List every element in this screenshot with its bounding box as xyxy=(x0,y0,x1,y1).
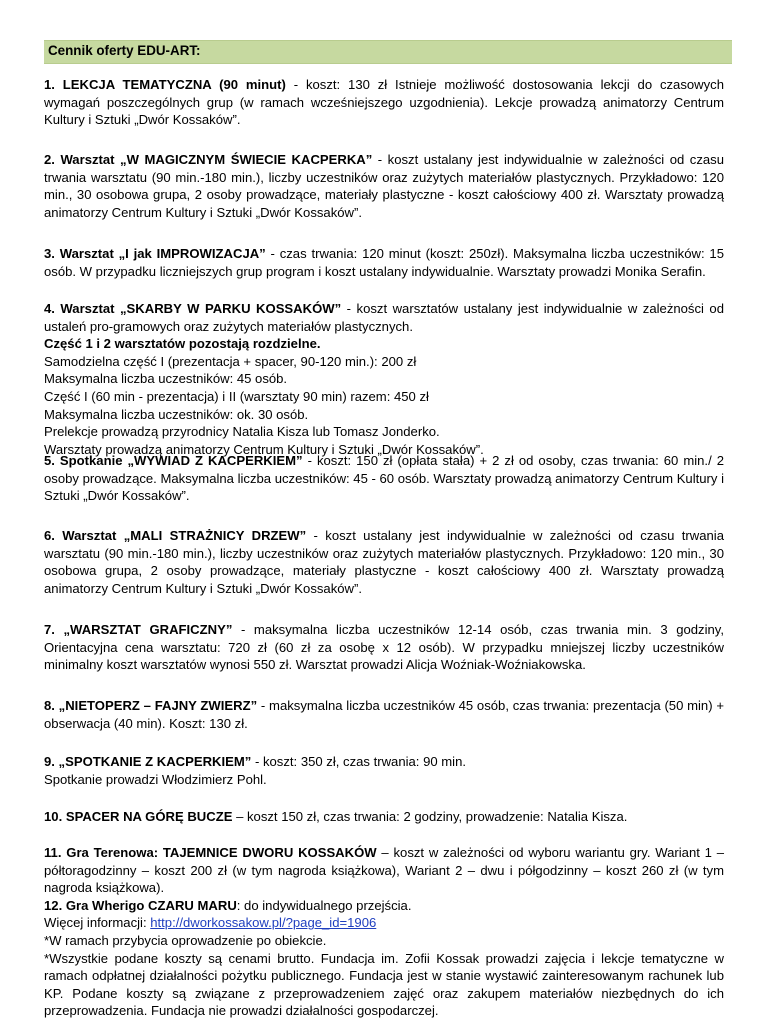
section-12-title: 12. Gra Wherigo CZARU MARU xyxy=(44,897,237,913)
section-10-text: – koszt 150 zł, czas trwania: 2 godziny, prowadzenie: Natalia Kisza. xyxy=(232,809,628,824)
section-11 xyxy=(44,844,724,897)
section-3-title: 3. Warsztat „I jak IMPROWIZACJA” xyxy=(44,246,266,261)
section-4-line: Prelekcje prowadzą przyrodnicy Natalia Kisza lub Tomasz Jonderko. xyxy=(44,424,440,440)
section-4-title: 4. Warsztat „SKARBY W PARKU KOSSAKÓW” xyxy=(44,301,342,316)
section-4-line: Maksymalna liczba uczestników: 45 osób. xyxy=(44,371,288,387)
section-4 xyxy=(44,300,724,458)
section-4-text: - koszt warsztatów ustalany jest indywidualnie w zależności od ustaleń pro-gramowych oraz zużytych materiałów plastycznych. xyxy=(44,301,724,334)
section-4-line: Maksymalna liczba uczestników: ok. 30 osób. xyxy=(44,406,309,422)
section-5 xyxy=(44,452,724,505)
section-2 xyxy=(44,151,724,221)
more-info xyxy=(44,914,724,932)
section-4-line: Część I (60 min - prezentacja) i II (warsztaty 90 min) razem: 450 zł xyxy=(44,388,429,404)
section-5-title: 5. Spotkanie „WYWIAD Z KACPERKIEM” xyxy=(44,453,303,468)
section-4-line: Samodzielna część I (prezentacja + spacer, 90-120 min.): 200 zł xyxy=(44,353,417,369)
section-4-note: Część 1 i 2 warsztatów pozostają rozdzielne. xyxy=(44,336,321,352)
section-3 xyxy=(44,245,724,280)
section-6-title: 6. Warsztat „MALI STRAŻNICY DRZEW” xyxy=(44,528,307,543)
footnote-1: *W ramach przybycia oprowadzenie po obiekcie. xyxy=(44,933,327,948)
section-10 xyxy=(44,808,724,826)
more-info-label: Więcej informacji: xyxy=(44,915,151,931)
section-11-title: 11. Gra Terenowa: TAJEMNICE DWORU KOSSAKÓW xyxy=(44,845,377,860)
section-11-12 xyxy=(44,844,724,932)
section-9-title: 9. „SPOTKANIE Z KACPERKIEM” xyxy=(44,754,252,769)
section-7-title: 7. „WARSZTAT GRAFICZNY” xyxy=(44,622,233,637)
section-1-title: 1. LEKCJA TEMATYCZNA (90 minut) xyxy=(44,77,286,92)
section-7-text: - maksymalna liczba uczestników 12-14 osób, czas trwania min. 3 godziny, Orientacyjna cena warsztatu: 720 zł (60 zł za osobę x 12 osób). W przypadku mniejszej liczby uczestników minimalny koszt warsztatów wynosi 550 zł. Warsztat prowadzi Alicja Woźniak-Woźniakowska. xyxy=(44,622,725,673)
section-12 xyxy=(44,897,724,915)
section-6-text: - koszt ustalany jest indywidualnie w zależności od czasu trwania warsztatu (90 min.-180 min.), liczby uczestników oraz zużytych materiałów plastycznych. Przykładowo: 120 min., 30 osobowa grupa, 2 osoby prowadzące, materiały plastyczne - koszt całościowy 400 zł. Warsztaty prowadzą animatorzy Centrum Kultury i Sztuki „Dwór Kossaków”. xyxy=(44,528,724,596)
section-8-text: - maksymalna liczba uczestników 45 osób, czas trwania: prezentacja (50 min) + obserwacja (40 min). Koszt: 130 zł. xyxy=(44,698,724,731)
page-title: Cennik oferty EDU-ART: xyxy=(44,40,732,64)
section-9-text: - koszt: 350 zł, czas trwania: 90 min. xyxy=(251,754,467,769)
section-5-text: - koszt: 150 zł (opłata stała) + 2 zł od osoby, czas trwania: 60 min./ 2 osoby prowadzące. Maksymalna liczba uczestników: 45 - 60 osób. Warsztaty prowadzą animatorzy Centrum Kultury i Sztuki „Dwór Kossaków”. xyxy=(44,453,724,504)
section-9 xyxy=(44,753,724,788)
section-1 xyxy=(44,76,724,129)
section-8 xyxy=(44,697,724,732)
more-info-link[interactable]: http://dworkossakow.pl/?page_id=1906 xyxy=(150,915,377,931)
section-4-line: Warsztaty prowadzą animatorzy Centrum Kultury i Sztuki „Dwór Kossaków”. xyxy=(44,441,484,457)
section-10-title: 10. SPACER NA GÓRĘ BUCZE xyxy=(44,809,233,824)
section-12-text: : do indywidualnego przejścia. xyxy=(236,897,412,913)
section-9-host: Spotkanie prowadzi Włodzimierz Pohl. xyxy=(44,771,267,787)
footnote-2: *Wszystkie podane koszty są cenami brutto. Fundacja im. Zofii Kossak prowadzi zajęcia i lekcje tematyczne w ramach odpłatnej działalności pożytku publicznego. Fundacja jest w stanie wystawić zainteresowanym rachunek lub KP. Podane koszty są związane z przeprowadzeniem zajęć oraz zakupem materiałów niezbędnych do ich przeprowadzenia. Fundacja nie prowadzi działalności gospodarczej. xyxy=(44,950,724,1019)
footnotes xyxy=(44,932,724,1020)
section-8-title: 8. „NIETOPERZ – FAJNY ZWIERZ” xyxy=(44,698,258,713)
section-2-text: - koszt ustalany jest indywidualnie w zależności od czasu trwania warsztatu (90 min.-180 min.), liczby uczestników oraz zużytych materiałów plastycznych. Przykładowo: 120 min., 30 osobowa grupa, 2 osoby prowadzące, materiały plastyczne - koszt całościowy 400 zł. Warsztaty prowadzą animatorzy Centrum Kultury i Sztuki „Dwór Kossaków”. xyxy=(44,152,724,220)
section-11-text: – koszt w zależności od wyboru wariantu gry. Wariant 1 – półtoragodzinny – koszt 200 zł (w tym nagroda książkowa), Wariant 2 – dwu i półgodzinny – koszt 260 zł (w tym nagroda książkowa). xyxy=(44,845,725,896)
section-2-title: 2. Warsztat „W MAGICZNYM ŚWIECIE KACPERKA” xyxy=(44,152,373,167)
section-1-text: - koszt: 130 zł Istnieje możliwość dostosowania lekcji do czasowych wymagań poszczególnych grup (w ramach wcześniejszego uzgodnienia). Lekcje prowadzą animatorzy Centrum Kultury i Sztuki „Dwór Kossaków”. xyxy=(44,77,724,128)
section-6 xyxy=(44,527,724,597)
section-7 xyxy=(44,621,724,674)
section-3-text: - czas trwania: 120 minut (koszt: 250zł). Maksymalna liczba uczestników: 15 osób. W przypadku liczniejszych grup program i koszt ustalany indywidualnie. Warsztaty prowadzi Monika Serafin. xyxy=(44,246,724,279)
